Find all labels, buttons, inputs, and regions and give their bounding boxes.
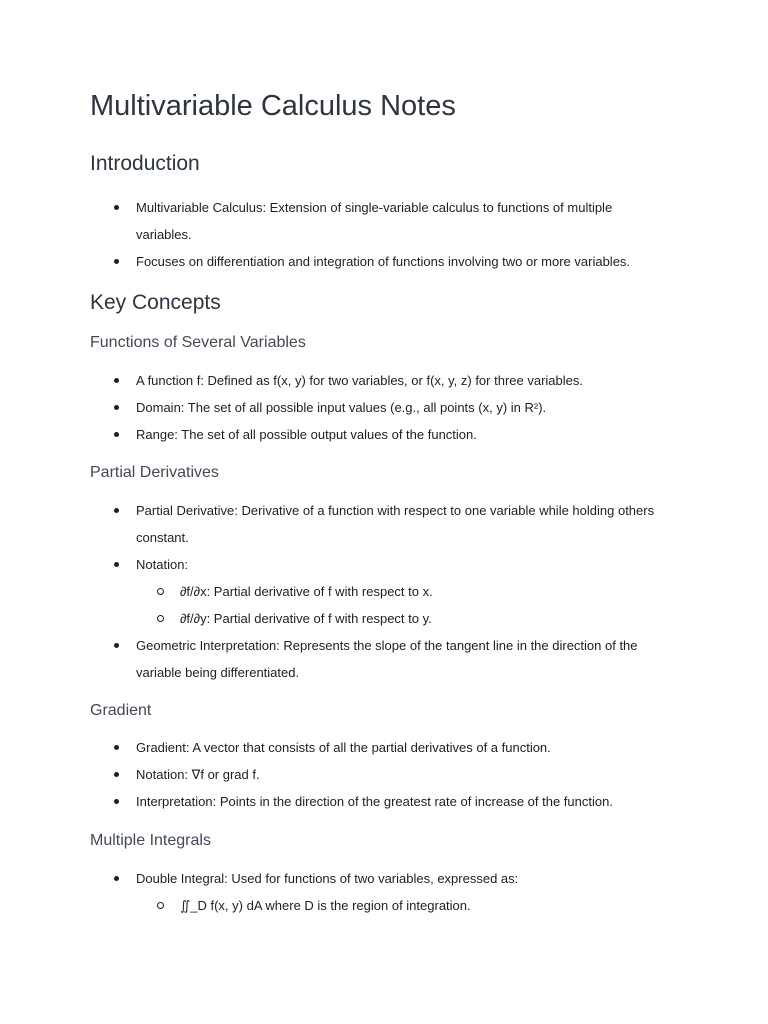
list-item: Gradient: A vector that consists of all the partial derivatives of a function. [0,734,768,761]
heading-partial-derivatives: Partial Derivatives [90,464,219,481]
list-item: Notation: ∇f or grad f. [0,761,768,788]
sub-list-item: ∬_D f(x, y) dA where D is the region of integration. [0,892,768,919]
list-item: Domain: The set of all possible input values (e.g., all points (x, y) in R²). [0,394,768,421]
partial-derivatives-list [0,497,768,686]
list-item: Interpretation: Points in the direction of the greatest rate of increase of the function. [0,788,768,815]
introduction-list [0,194,768,275]
heading-multiple-integrals: Multiple Integrals [90,832,211,849]
sub-list-item: ∂f/∂y: Partial derivative of f with respect to y. [0,605,768,632]
list-item: Notation: [0,551,768,578]
list-item: A function f: Defined as f(x, y) for two variables, or f(x, y, z) for three variables. [0,367,768,394]
heading-key-concepts: Key Concepts [90,291,221,314]
list-item: Partial Derivative: Derivative of a function with respect to one variable while holding others constant. [0,497,768,551]
list-item: Double Integral: Used for functions of two variables, expressed as: [0,865,768,892]
functions-list [0,367,768,448]
heading-introduction: Introduction [90,152,200,175]
list-item: Range: The set of all possible output values of the function. [0,421,768,448]
list-item: Focuses on differentiation and integration of functions involving two or more variables. [0,248,768,275]
multiple-integrals-list [0,865,768,919]
list-item: Geometric Interpretation: Represents the slope of the tangent line in the direction of the variable being differentiated. [0,632,768,686]
sub-list-item: ∂f/∂x: Partial derivative of f with respect to x. [0,578,768,605]
heading-gradient: Gradient [90,702,152,719]
heading-functions-of-several-variables: Functions of Several Variables [90,334,306,351]
page-title: Multivariable Calculus Notes [90,90,456,122]
list-item: Multivariable Calculus: Extension of single-variable calculus to functions of multiple variables. [0,194,768,248]
gradient-list [0,734,768,815]
